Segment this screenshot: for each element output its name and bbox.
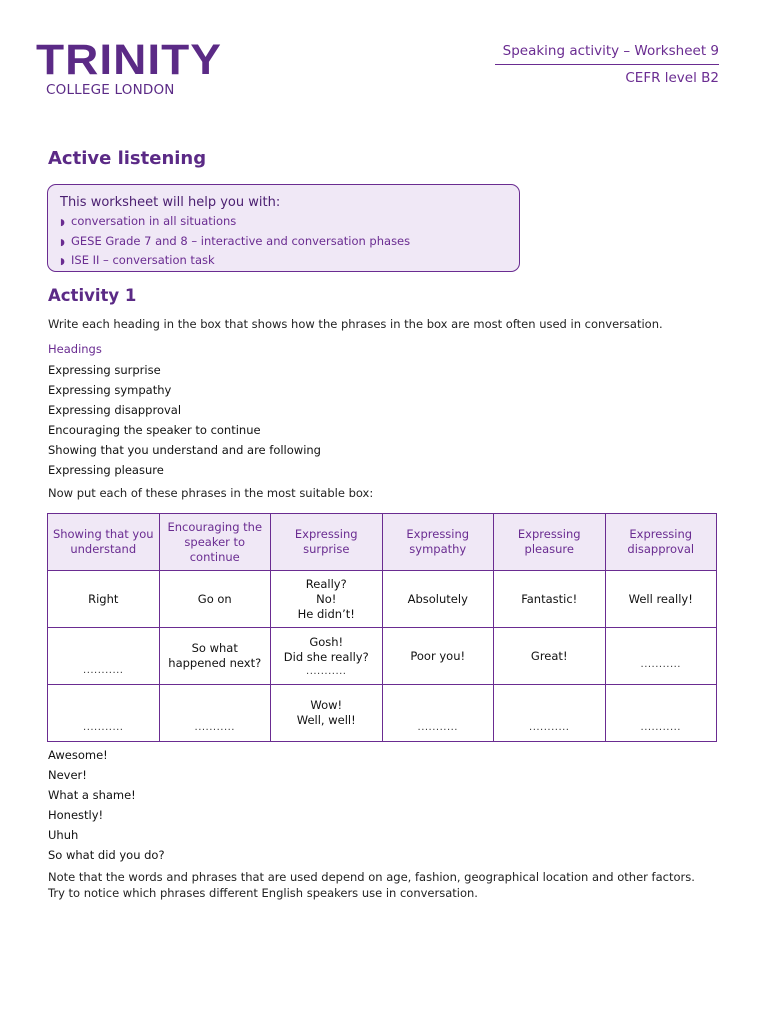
help-item: ◗ conversation in all situations: [60, 213, 507, 233]
table-cell: [271, 628, 383, 685]
phrase-item: Uhuh: [48, 828, 79, 842]
note-line: Try to notice which phrases different English speakers use in conversation.: [48, 885, 478, 900]
table-cell: [382, 685, 494, 742]
cell-text: Gosh!: [309, 634, 344, 649]
headings-list: [48, 362, 321, 482]
phrase-item: So what did you do?: [48, 848, 165, 862]
heading-item: Expressing sympathy: [48, 383, 172, 397]
cell-text: Really?: [305, 576, 347, 591]
column-header: Encouraging the speaker to continue: [159, 514, 271, 571]
bullet-icon: ◗: [60, 218, 65, 228]
blank-line[interactable]: ...........: [417, 722, 458, 733]
table-row: [48, 571, 717, 628]
blank-line[interactable]: ...........: [83, 665, 124, 676]
table-row: [48, 628, 717, 685]
table-cell: [48, 571, 160, 628]
cell-text: No!: [316, 591, 337, 606]
column-header: Expressing sympathy: [382, 514, 494, 571]
cell-text: Right: [88, 591, 119, 606]
note-line: Note that the words and phrases that are used depend on age, fashion, geographical location and other factors.: [48, 870, 695, 884]
blank-line[interactable]: ...........: [529, 722, 570, 733]
help-item: ◗ ISE II – conversation task: [60, 252, 507, 272]
table-cell: [605, 571, 717, 628]
help-item: ◗ GESE Grade 7 and 8 – interactive and conversation phases: [60, 233, 507, 253]
bullet-icon: ◗: [60, 257, 65, 267]
blank-line[interactable]: ...........: [194, 722, 235, 733]
help-box: [47, 184, 520, 272]
table-cell: [494, 628, 606, 685]
help-heading: This worksheet will help you with:: [60, 195, 281, 210]
logo-wordmark: TRINITY: [36, 35, 222, 84]
bullet-icon: ◗: [60, 237, 65, 248]
phrase-item: What a shame!: [48, 788, 136, 802]
table-cell: [494, 685, 606, 742]
phrase-table: [47, 513, 717, 742]
note: [48, 870, 695, 901]
page-title: Active listening: [48, 148, 207, 169]
cell-text: Well, well!: [296, 713, 356, 727]
table-header-row: [48, 514, 717, 571]
cell-text: Go on: [197, 591, 232, 606]
table-cell: [605, 628, 717, 685]
phrase-item: Honestly!: [48, 808, 104, 822]
worksheet-header: [495, 43, 719, 86]
table-cell: [48, 685, 160, 742]
blank-line[interactable]: ...........: [306, 665, 347, 677]
activity-title: Activity 1: [48, 286, 137, 305]
column-header: Expressing surprise: [271, 514, 383, 571]
table-row: [48, 685, 717, 742]
headings-label: Headings: [48, 342, 102, 356]
cell-text: So what: [191, 641, 238, 655]
cell-text: happened next?: [168, 656, 262, 670]
phrase-item: Awesome!: [48, 748, 108, 762]
blank-line[interactable]: ...........: [640, 659, 681, 670]
cell-text: Fantastic!: [521, 591, 578, 606]
heading-item: Encouraging the speaker to continue: [48, 423, 261, 437]
table-cell: [159, 628, 271, 685]
column-header: Showing that you understand: [48, 514, 160, 571]
trinity-logo: [36, 35, 222, 98]
activity-label: Speaking activity – Worksheet 9: [495, 43, 719, 65]
table-cell: [382, 571, 494, 628]
cell-text: Great!: [530, 648, 568, 663]
blank-line[interactable]: ...........: [83, 722, 124, 733]
table-cell: [159, 571, 271, 628]
level-label: CEFR level B2: [625, 70, 719, 86]
heading-item: Showing that you understand and are following: [48, 443, 321, 457]
table-cell: [271, 685, 383, 742]
heading-item: Expressing disapproval: [48, 403, 182, 417]
logo-subtitle: COLLEGE LONDON: [46, 82, 175, 98]
table-cell: [382, 628, 494, 685]
heading-item: Expressing pleasure: [48, 463, 164, 477]
column-header: Expressing pleasure: [494, 514, 606, 571]
table-cell: [159, 685, 271, 742]
table-cell: [271, 571, 383, 628]
cell-text: He didn’t!: [297, 606, 355, 621]
table-cell: [48, 628, 160, 685]
table-instruction: Now put each of these phrases in the most suitable box:: [48, 486, 374, 500]
cell-text: Wow!: [310, 698, 343, 712]
cell-text: Did she really?: [283, 649, 369, 664]
phrase-list: [48, 747, 165, 867]
cell-text: Well really!: [628, 591, 693, 606]
column-header: Expressing disapproval: [605, 514, 717, 571]
blank-line[interactable]: ...........: [640, 722, 681, 733]
cell-text: Absolutely: [407, 591, 468, 606]
phrase-item: Never!: [48, 768, 87, 782]
heading-item: Expressing surprise: [48, 363, 161, 377]
table-cell: [494, 571, 606, 628]
cell-text: Poor you!: [410, 648, 466, 663]
table-cell: [605, 685, 717, 742]
activity-instruction: Write each heading in the box that shows how the phrases in the box are most often used in conversation.: [48, 317, 663, 331]
